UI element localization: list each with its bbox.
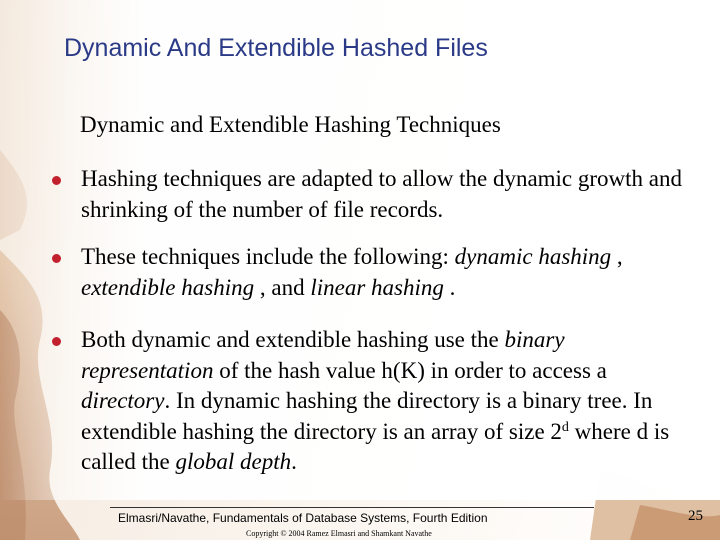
bullet-2-segment: extendible hashing xyxy=(81,274,255,300)
bullet-dot xyxy=(52,254,61,263)
bullet-item-1 xyxy=(81,164,693,225)
bullet-3-segment: directory xyxy=(81,388,165,413)
slide-subtitle: Dynamic and Extendible Hashing Techniques xyxy=(80,112,501,137)
bullet-item-2 xyxy=(81,242,693,303)
bullet-3-segment: d xyxy=(561,419,569,435)
bullet-3-segment: global depth xyxy=(175,449,292,474)
copyright-notice: Copyright © 2004 Ramez Elmasri and Shamkant Navathe xyxy=(246,529,432,538)
bullet-item-3 xyxy=(81,325,693,478)
bullet-2-segment: dynamic hashing xyxy=(454,244,612,269)
bullet-2-segment: linear hashing xyxy=(310,274,444,300)
bullet-dot xyxy=(52,337,61,346)
slide-title: Dynamic And Extendible Hashed Files xyxy=(64,34,488,62)
bullet-2-segment: , xyxy=(611,244,623,269)
page-number: 25 xyxy=(688,508,703,524)
bullet-2-segment: . xyxy=(443,274,456,300)
footer-divider xyxy=(110,507,594,508)
footer-citation: Elmasri/Navathe, Fundamentals of Database Systems, Fourth Edition xyxy=(118,511,488,525)
bullet-3-segment: binary representation xyxy=(81,327,565,383)
bullet-1-segment: Hashing techniques are adapted to allow the dynamic growth and shrinking of the number of file records. xyxy=(81,166,683,222)
bullet-3-segment: . xyxy=(291,449,297,474)
bullet-2-segment: These techniques include the following: xyxy=(81,244,455,269)
bullet-3-segment: where d is called the xyxy=(81,418,670,474)
bullet-3-segment: . In dynamic hashing the directory is a binary tree. In extendible hashing the directory is an array of size 2 xyxy=(81,388,653,444)
bullet-dot xyxy=(52,176,61,185)
bullet-3-segment: Both dynamic and extendible hashing use the xyxy=(81,327,505,352)
bullet-2-segment: , and xyxy=(254,274,311,300)
bullet-3-segment: of the hash value h(K) in order to access a xyxy=(213,357,607,383)
